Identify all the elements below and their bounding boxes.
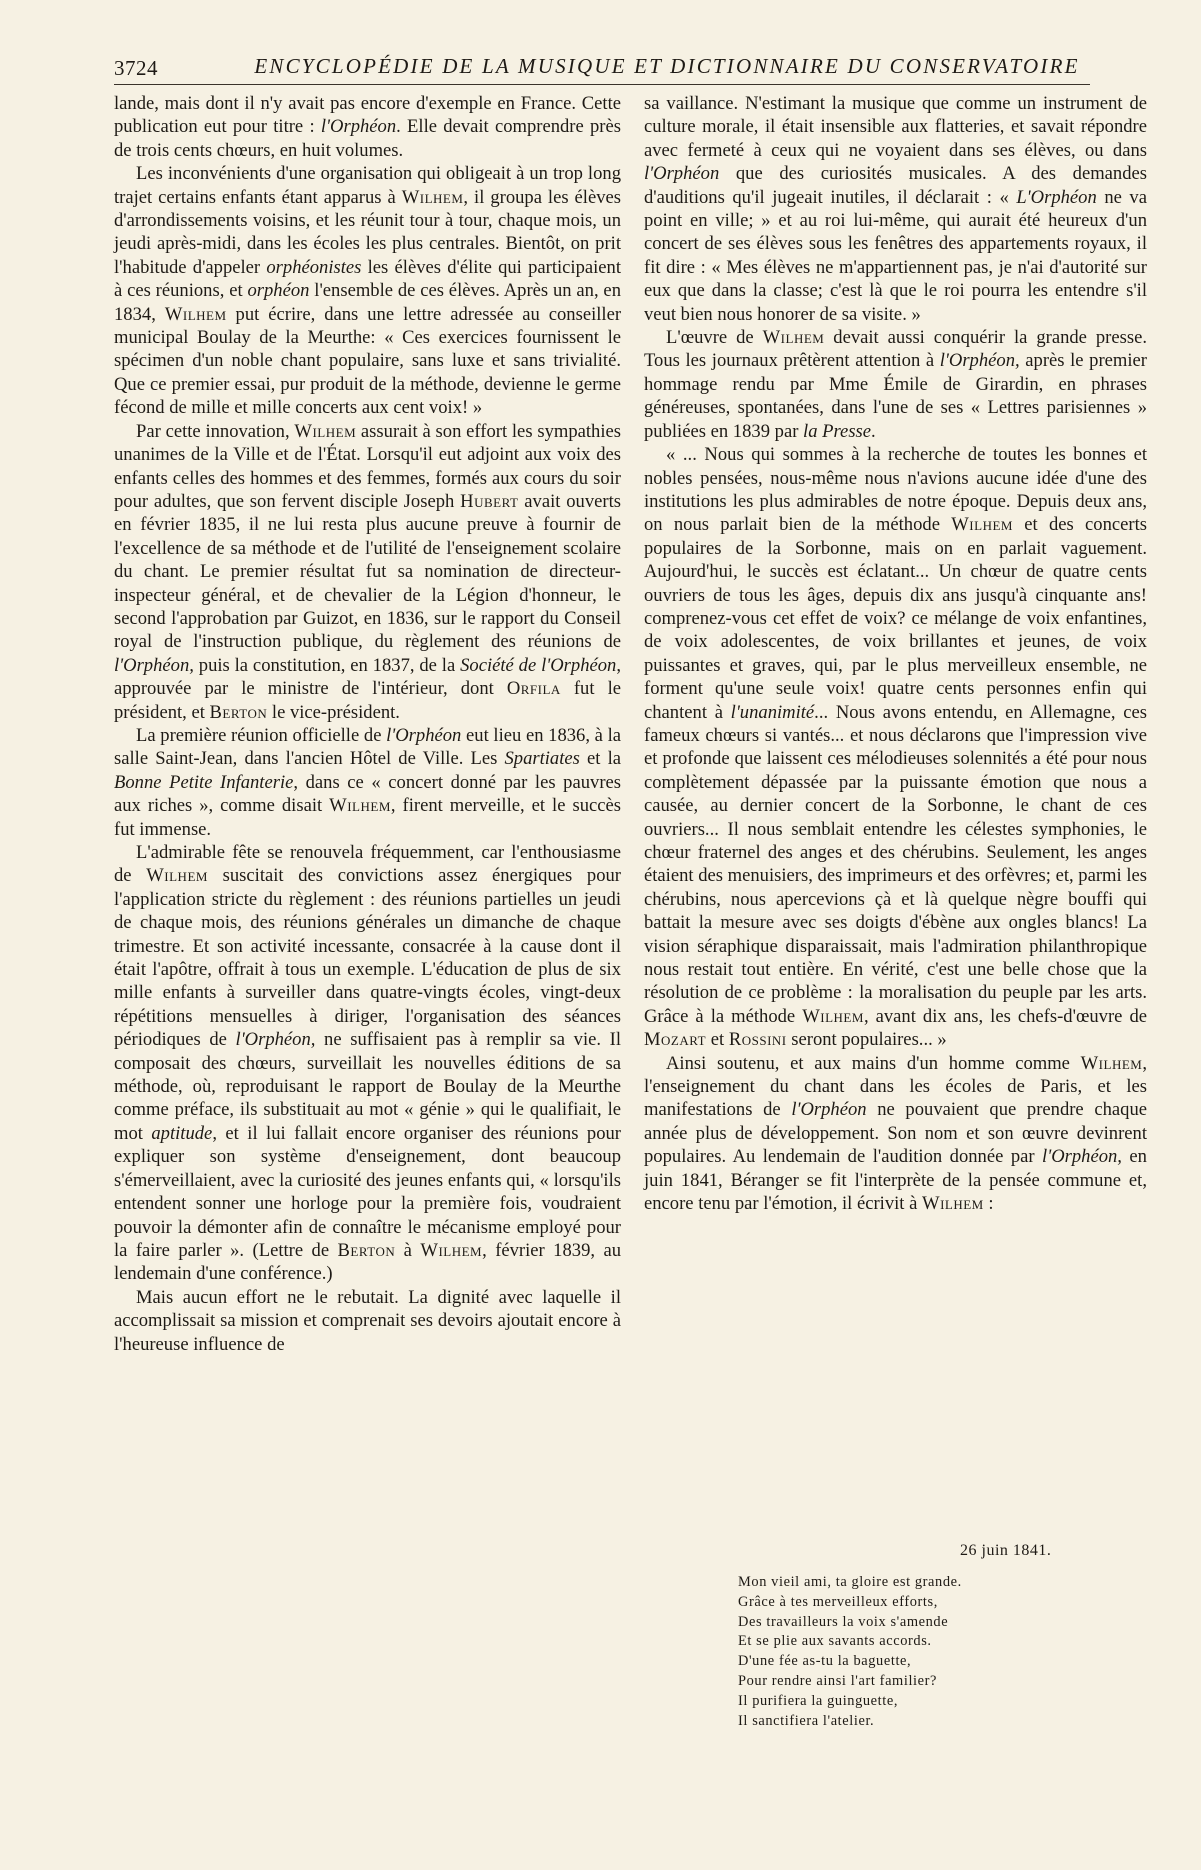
text-run: , l'enseignement du chant dans les écoles de Paris, et les manifestations de — [644, 1052, 1147, 1121]
name-small-caps: Mozart — [644, 1029, 707, 1051]
text-run: , avant dix ans, les chefs-d'œuvre de — [863, 1005, 1147, 1027]
text-run: en juin 1841, Béranger se fit l'interprète de la pensée commune et, encore tenu par l'émotion, il écrivit à — [644, 1146, 1147, 1215]
text-run: ne pouvaient que prendre chaque année plus de développement. Son nom et son œuvre devinrent populaires. Au lendemain de l'audition donnée par — [644, 1099, 1147, 1168]
name-small-caps: Wilhem — [294, 420, 357, 442]
name-small-caps: Wilhem — [951, 514, 1013, 536]
italic-text: Spartiates — [504, 748, 580, 770]
paragraph — [644, 443, 1147, 1052]
left-column — [114, 92, 621, 1356]
text-run: . — [871, 420, 876, 442]
text-run: lande, mais dont il n'y avait pas encore d'exemple en France. Cette publication eut pour titre : — [114, 93, 621, 138]
italic-text: orphéon — [247, 280, 310, 302]
name-small-caps: Wilhem — [420, 1239, 483, 1261]
italic-text: l'Orphéon, — [235, 1029, 316, 1051]
name-small-caps: Orfila — [506, 678, 561, 700]
text-run: fut le président, et — [114, 678, 621, 723]
paragraph — [644, 92, 1147, 326]
text-run: , il groupa les élèves d'arrondissements voisins, et les réunit tour à tour, chaque mois, un jeudi après-midi, dans les écoles les plus centrales. Bientôt, on prit l'habitude d'appeler — [114, 186, 621, 278]
italic-text: l'Orphéon — [386, 724, 462, 746]
text-run: L'admirable fête se renouvela fréquemment, car l'enthousiasme de — [114, 842, 621, 887]
text-run: à — [395, 1239, 421, 1261]
poem-line: Mon vieil ami, ta gloire est grande. — [738, 1574, 962, 1590]
italic-text: l'Orphéon — [644, 163, 720, 185]
text-run: , approuvée par le ministre de l'intérieur, dont — [114, 654, 621, 700]
name-small-caps: Hubert — [460, 490, 519, 512]
text-run: , et il lui fallait encore organiser des réunions pour expliquer son système d'enseignement, dont beaucoup s'émerveillaient, avec la curiosité des jeunes enfants qui, « lorsqu'ils entendent sonner une horloge pour la première fois, voudraient pouvoir la démonter afin de connaître le mécanisme employé pour la faire parler ». (Lettre de — [114, 1122, 621, 1261]
page-header — [114, 54, 1090, 85]
text-run: et — [706, 1029, 729, 1051]
paragraph — [114, 420, 621, 724]
name-small-caps: Wilhem — [1080, 1052, 1143, 1074]
text-run: Les inconvénients d'une organisation qui obligeait à un trop long trajet certains enfants étant apparus à — [114, 163, 621, 208]
italic-text: aptitude — [151, 1122, 213, 1144]
name-small-caps: Wilhem — [922, 1193, 984, 1215]
italic-text: l'Orphéon, — [939, 350, 1020, 372]
name-small-caps: Rossini — [728, 1029, 787, 1051]
text-run: : — [983, 1193, 994, 1215]
italic-text: l'Orphéon, — [1042, 1146, 1122, 1168]
text-run: l'ensemble de ces élèves. Après un an, en 1834, — [114, 280, 621, 325]
text-run: , février 1839, au lendemain d'une conférence.) — [114, 1239, 621, 1285]
poem-line: Des travailleurs la voix s'amende — [738, 1613, 949, 1630]
italic-text: Bonne Petite Infanterie — [114, 771, 294, 793]
text-run: eut lieu en 1836, à la salle Saint-Jean, dans l'ancien Hôtel de Ville. Les — [114, 724, 621, 770]
name-small-caps: Wilhem — [401, 186, 464, 208]
running-title: ENCYCLOPÉDIE DE LA MUSIQUE ET DICTIONNAIRE DU CONSERVATOIRE — [254, 54, 1080, 78]
italic-text: orphéonistes — [266, 256, 362, 278]
text-run: La première réunion officielle de — [136, 724, 387, 746]
poem — [738, 1573, 962, 1731]
name-small-caps: Wilhem — [802, 1005, 864, 1027]
name-small-caps: Berton — [209, 701, 268, 723]
text-run: suscitait des convictions assez énergiques pour l'application stricte du règlement : des réunions partielles un jeudi de chaque mois, des réunions générales un dimanche de chaque trimestre. Et son activité incessante, consacrée à la cause dont il était l'apôtre, offrait à tous un exemple. L'éducation de plus de six mille enfants à surveiller dans quatre-vingts écoles, vingt-deux répétitions mensuelles à diriger, l'organisation des séances périodiques de — [114, 865, 621, 1051]
text-run: assurait à son effort les sympathies unanimes de la Ville et de l'État. Lorsqu'il eut adjoint aux voix des enfants celles des hommes et des femmes, formés aux cours du soir pour adultes, que son fervent disciple Joseph — [114, 420, 621, 512]
poem-line: Et se plie aux savants accords. — [738, 1633, 932, 1650]
paragraph — [114, 162, 621, 419]
italic-text: Société de l'Orphéon — [460, 654, 617, 676]
paragraph — [114, 841, 621, 1286]
text-run: puis la constitution, en 1837, de la — [193, 654, 461, 676]
text-run: , firent merveille, et le succès fut immense. — [114, 795, 621, 840]
name-small-caps: Wilhem — [164, 303, 227, 325]
poem-line: D'une fée as-tu la baguette, — [738, 1653, 912, 1670]
name-small-caps: Wilhem — [146, 865, 208, 887]
page-number: 3724 — [114, 56, 158, 80]
text-run: Mais aucun effort ne le rebutait. La dignité avec laquelle il accomplissait sa mission et comprenait ses devoirs ajoutait encore à l'heureuse influence de — [114, 1286, 621, 1355]
name-small-caps: Wilhem — [329, 795, 391, 817]
text-run: et des concerts populaires de la Sorbonne, mais on en parlait vaguement. Aujourd'hui, le succès est éclatant... Un chœur de quatre cents ouvriers de tous les âges, depuis dix ans jusqu'à cinquante ans! comprenez-vous cet effet de voix? ce mélange de voix enfantines, de voix adolescentes, de voix brillantes et jeunes, de voix puissantes et graves, qui, par le plus merveilleux ensemble, ne forment qu'une seule voix! quatre cents personnes enfin qui chantent à — [644, 514, 1147, 723]
text-run: . Elle devait comprendre près de trois cents chœurs, en huit volumes. — [114, 116, 621, 161]
text-run: ne va point en ville; » et au roi lui-même, qui aurait été heureux d'un concert de ses élèves sous les fenêtres des appartements royaux, il fit dire : « Mes élèves ne m'appartiennent pas, je n'ai d'autorité sur eux que dans la classe; c'est là que le roi pourra les entendre s'il veut bien nous honorer de sa visite. » — [644, 186, 1147, 325]
text-run: ne suffisaient pas à remplir sa vie. Il composait des chœurs, surveillait les nouvelles éditions de sa méthode, où, reproduisant le rapport de Boulay de la Meurthe comme préface, ils substituait au mot « génie » qui le qualifiait, le mot — [114, 1029, 621, 1144]
name-small-caps: Berton — [337, 1239, 396, 1261]
italic-text: l'Orphéon, — [114, 654, 194, 676]
text-run: après le premier hommage rendu par Mme Émile de Girardin, en phrases généreuses, spontanées, dans l'une de ses « Lettres parisiennes » publiées en 1839 par — [644, 350, 1147, 442]
text-run: Par cette innovation, — [136, 420, 295, 442]
poem-line: Pour rendre ainsi l'art familier? — [738, 1672, 938, 1689]
poem-date: 26 juin 1841. — [960, 1542, 1052, 1559]
italic-text: l'unanimité — [730, 701, 815, 723]
text-run: put écrire, dans une lettre adressée au conseiller municipal Boulay de la Meurthe: « Ces exercices fournissent le spécimen d'un noble chant populaire, sans luxe et sans trivialité. Que ce premier essai, pur produit de la méthode, devienne le germe fécond de mille et mille concerts aux cent voix! » — [114, 303, 622, 419]
italic-text: la Presse — [803, 420, 872, 442]
name-small-caps: Wilhem — [762, 327, 825, 349]
italic-text: l'Orphéon — [791, 1099, 867, 1121]
text-run: sa vaillance. N'estimant la musique que comme un instrument de culture morale, il était insensible aux flatteries, et savait répondre avec fermeté à ceux qui ne voyaient dans ses élèves, ou dans — [644, 93, 1147, 161]
text-run: devait aussi conquérir la grande presse. Tous les journaux prêtèrent attention à — [644, 327, 1147, 372]
text-run: les élèves d'élite qui participaient à ces réunions, et — [114, 256, 622, 302]
text-run: ... Nous avons entendu, en Allemagne, ces fameux chœurs si vantés... et nous déclarons que l'impression vive et profonde que laissent ces mélodieuses solennités a été pour nous complètement dépassée par la puissante émotion que nous a causée, au dernier concert de la Sorbonne, le chant de ces ouvriers... Il nous semblait entendre les célestes symphonies, le chœur fraternel des anges et des chérubins. Seulement, les anges étaient des menuisiers, des imprimeurs et des orfèvres; et, parmi les chérubins, nous apercevions çà et là quelque nègre bouffi qui battait la mesure avec ses doigts d'ébène aux ongles blancs! La vision séraphique disparaissait, mais l'admiration philanthropique nous restait tout entière. En vérité, c'est une belle chose que la résolution de ce problème : la moralisation du peuple par les arts. Grâce à la méthode — [644, 701, 1148, 1027]
text-run: « ... Nous qui sommes à la recherche de toutes les bonnes et nobles pensées, nous-même nous n'avions aucune idée d'une des institutions les plus admirables de notre époque. Depuis deux ans, on nous parlait bien de la méthode — [644, 444, 1147, 536]
paragraph — [644, 326, 1147, 443]
poem-line: Il sanctifiera l'atelier. — [738, 1712, 875, 1729]
paragraph — [114, 92, 621, 162]
paragraph — [644, 1052, 1147, 1216]
text-run: seront populaires... » — [786, 1029, 947, 1051]
paragraph — [114, 724, 621, 841]
text-run: Ainsi soutenu, et aux mains d'un homme comme — [666, 1052, 1081, 1074]
text-run: et la — [579, 748, 622, 770]
right-column — [644, 92, 1147, 1216]
text-run: avait ouverts en février 1835, il ne lui resta plus aucune preuve à fournir de l'excellence de sa méthode et de l'utilité de l'enseignement scolaire du chant. Le premier résultat fut sa nomination de directeur-inspecteur général, et de chevalier de la Légion d'honneur, le second l'approbation par Guizot, en 1836, sur le rapport du Conseil royal de l'instruction publique, du règlement des réunions de — [114, 490, 622, 653]
text-run: que des curiosités musicales. A des demandes d'auditions qu'il jugeait inutiles, il déclarait : « — [644, 163, 1147, 208]
poem-line: Il purifiera la guinguette, — [738, 1692, 899, 1709]
text-run: , dans ce « concert donné par les pauvres aux riches », comme disait — [114, 771, 622, 817]
text-run: L'œuvre de — [666, 327, 763, 349]
italic-text: L'Orphéon — [1016, 186, 1097, 208]
text-run: le vice-président. — [267, 701, 400, 723]
poem-line: Grâce à tes merveilleux efforts, — [738, 1593, 938, 1610]
italic-text: l'Orphéon — [320, 116, 397, 138]
paragraph — [114, 1286, 621, 1356]
